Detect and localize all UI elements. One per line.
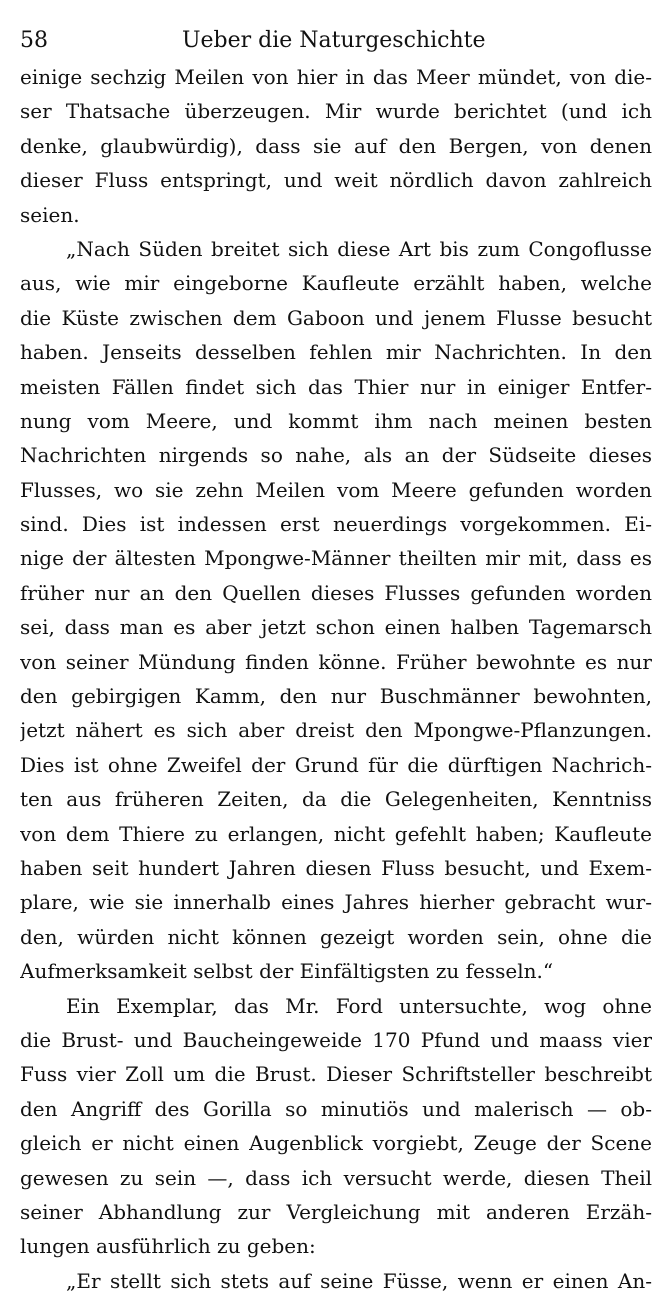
text-line: die Brust- und Baucheingeweide 170 Pfund und maass vier xyxy=(20,1027,652,1052)
text-line: gewesen zu sein —, dass ich versucht werde, diesen Theil xyxy=(20,1165,652,1190)
text-line: lungen ausführlich zu geben: xyxy=(20,1234,316,1259)
text-line: „Nach Süden breitet sich diese Art bis zum Congoflusse xyxy=(66,236,652,261)
text-line: Fuss vier Zoll um die Brust. Dieser Schriftsteller beschreibt xyxy=(20,1062,652,1087)
text-line: denke, glaubwürdig), dass sie auf den Bergen, von denen xyxy=(20,133,652,158)
text-line: haben seit hundert Jahren diesen Fluss besucht, und Exem- xyxy=(20,855,652,880)
text-line: Ein Exemplar, das Mr. Ford untersuchte, wog ohne xyxy=(66,993,652,1018)
text-line: gleich er nicht einen Augenblick vorgiebt, Zeuge der Scene xyxy=(20,1131,652,1156)
text-line: jetzt nähert es sich aber dreist den Mpongwe-Pflanzungen. xyxy=(20,718,652,743)
text-line: früher nur an den Quellen dieses Flusses gefunden worden xyxy=(20,580,652,605)
body-text xyxy=(20,60,652,1298)
text-line: Dies ist ohne Zweifel der Grund für die dürftigen Nachrich- xyxy=(20,752,652,777)
text-line: aus, wie mir eingeborne Kaufleute erzählt haben, welche xyxy=(20,271,652,296)
text-line: Flusses, wo sie zehn Meilen vom Meere gefunden worden xyxy=(20,477,652,502)
text-line: meisten Fällen findet sich das Thier nur in einiger Entfer- xyxy=(20,374,652,399)
text-line: seiner Abhandlung zur Vergleichung mit anderen Erzäh- xyxy=(20,1199,652,1224)
text-line: den, würden nicht können gezeigt worden sein, ohne die xyxy=(20,924,652,949)
text-line: ten aus früheren Zeiten, da die Gelegenheiten, Kenntniss xyxy=(20,787,652,812)
text-line: den gebirgigen Kamm, den nur Buschmänner bewohnten, xyxy=(20,684,652,709)
text-line: sind. Dies ist indessen erst neuerdings vorgekommen. Ei- xyxy=(20,512,652,537)
text-line: sei, dass man es aber jetzt schon einen halben Tagemarsch xyxy=(20,615,652,640)
running-title: Ueber die Naturgeschichte xyxy=(182,28,486,53)
text-line: von seiner Mündung finden könne. Früher bewohnte es nur xyxy=(20,649,652,674)
text-line: Aufmerksamkeit selbst der Einfältigsten zu fesseln.“ xyxy=(20,959,554,984)
text-line: von dem Thiere zu erlangen, nicht gefehlt haben; Kaufleute xyxy=(20,821,652,846)
text-line: einige sechzig Meilen von hier in das Meer mündet, von die- xyxy=(20,65,652,89)
text-line: „Er stellt sich stets auf seine Füsse, wenn er einen An- xyxy=(66,1268,652,1293)
text-line: nige der ältesten Mpongwe-Männer theilten mir mit, dass es xyxy=(20,546,652,571)
text-line: seien. xyxy=(20,202,80,227)
text-line: die Küste zwischen dem Gaboon und jenem Flusse besucht xyxy=(20,305,652,330)
text-line: nung vom Meere, und kommt ihm nach meinen besten xyxy=(20,408,652,433)
text-line: Nachrichten nirgends so nahe, als an der Südseite dieses xyxy=(20,443,652,468)
text-line: haben. Jenseits desselben fehlen mir Nachrichten. In den xyxy=(20,340,652,365)
text-line: plare, wie sie innerhalb eines Jahres hierher gebracht wur- xyxy=(20,890,652,915)
text-line: ser Thatsache überzeugen. Mir wurde berichtet (und ich xyxy=(20,99,652,124)
text-line: dieser Fluss entspringt, und weit nördlich davon zahlreich xyxy=(20,168,652,193)
text-line: den Angriff des Gorilla so minutiös und malerisch — ob- xyxy=(20,1096,652,1121)
page-number: 58 xyxy=(20,28,48,53)
